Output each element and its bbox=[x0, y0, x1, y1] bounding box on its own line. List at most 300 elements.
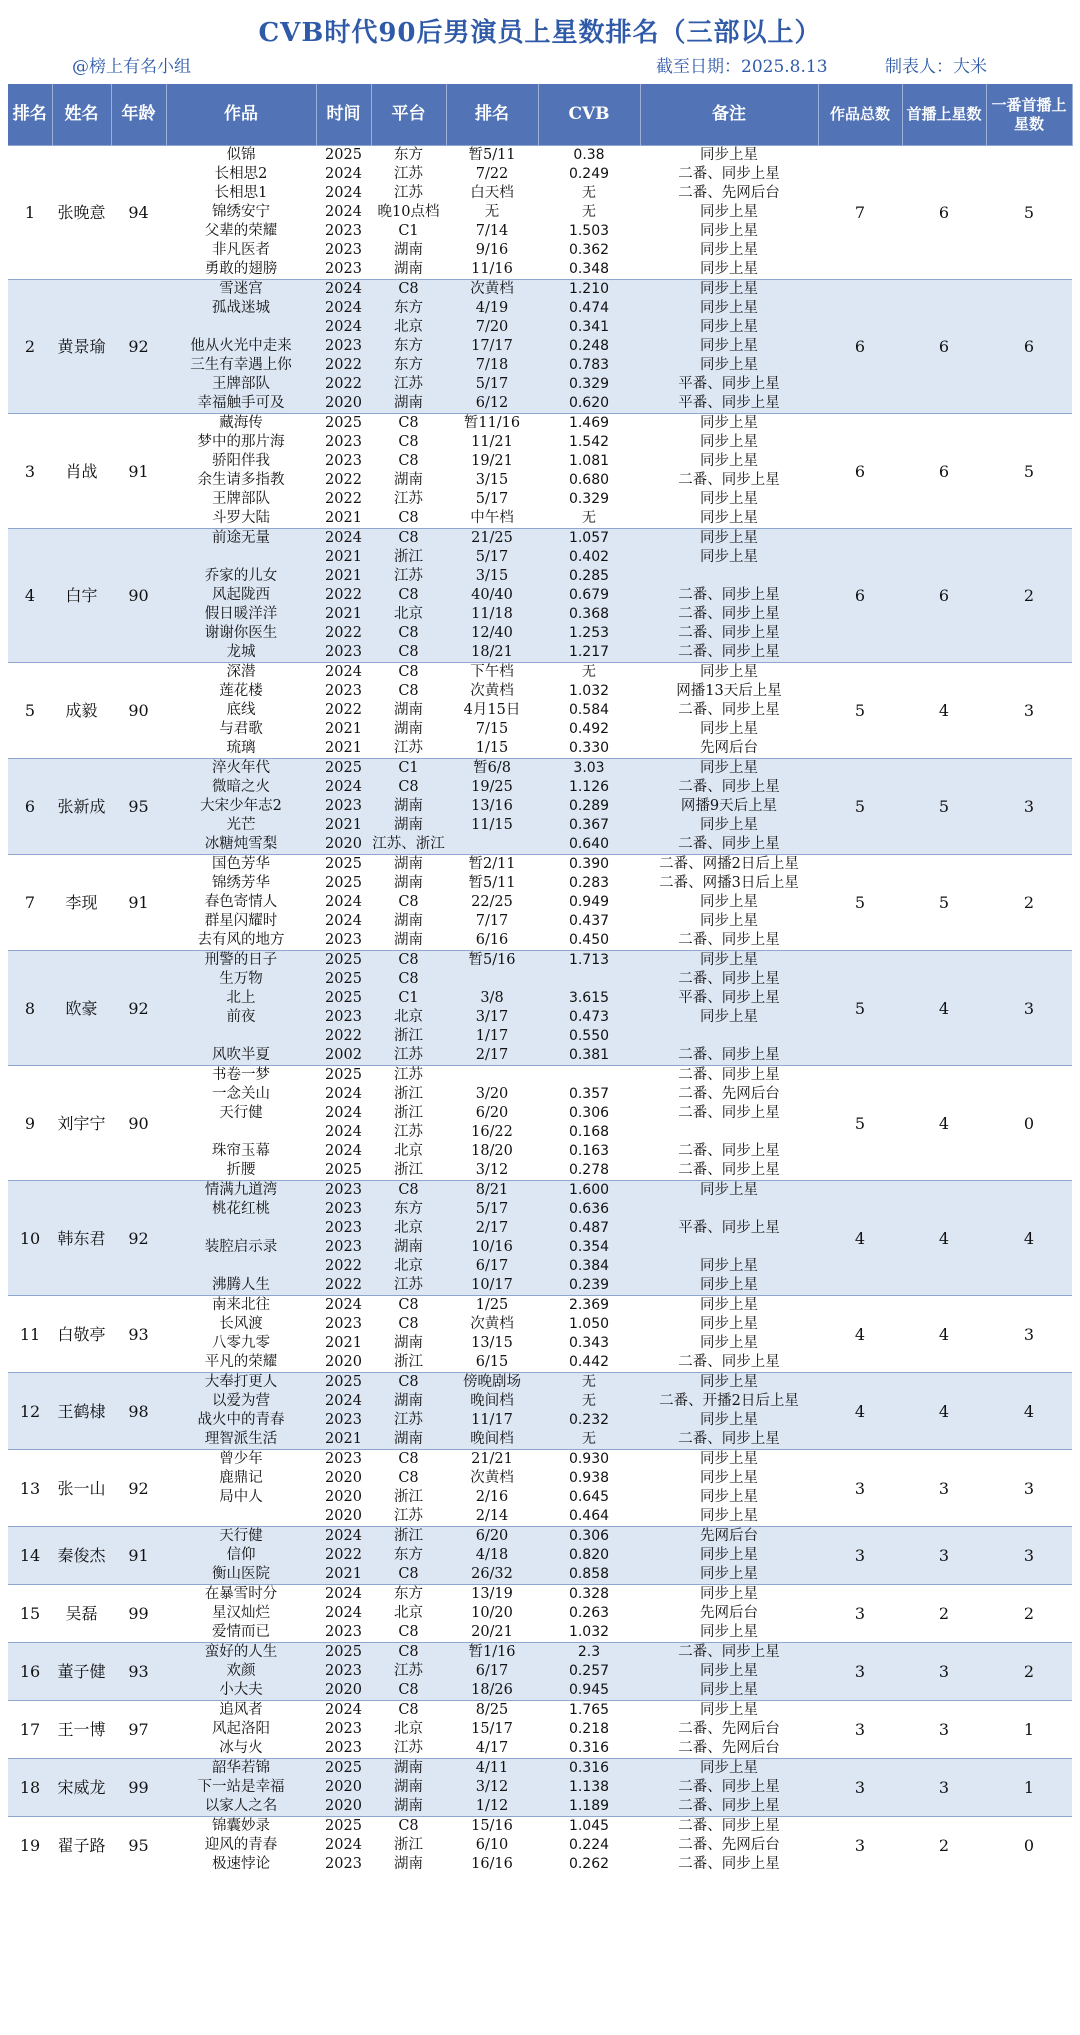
name-cell: 黄景瑜 bbox=[52, 280, 111, 414]
note-cell: 同步上星 bbox=[640, 1623, 818, 1643]
platform-cell: C8 bbox=[371, 1565, 446, 1585]
cvb-cell bbox=[538, 1066, 640, 1086]
note-cell: 二番、同步上星 bbox=[640, 471, 818, 490]
note-cell: 同步上星 bbox=[640, 337, 818, 356]
position-cell: 20/21 bbox=[446, 1623, 538, 1643]
work-cell: 情满九道湾 bbox=[166, 1181, 316, 1201]
cvb-cell: 0.442 bbox=[538, 1353, 640, 1373]
platform-cell: 湖南 bbox=[371, 241, 446, 260]
position-cell: 中午档 bbox=[446, 509, 538, 529]
cvb-cell: 1.050 bbox=[538, 1315, 640, 1334]
header-note: 备注 bbox=[640, 84, 818, 146]
table-row bbox=[8, 1450, 1072, 1470]
platform-cell: 江苏 bbox=[371, 1276, 446, 1296]
page-title: CVB时代90后男演员上星数排名（三部以上） bbox=[258, 18, 822, 48]
total-cell: 5 bbox=[818, 855, 902, 951]
work-cell: 王牌部队 bbox=[166, 375, 316, 394]
position-cell: 4月15日 bbox=[446, 701, 538, 720]
year-cell: 2021 bbox=[316, 567, 371, 586]
note-cell bbox=[640, 1238, 818, 1257]
position-cell: 暂11/16 bbox=[446, 414, 538, 434]
platform-cell: C8 bbox=[371, 624, 446, 643]
cvb-cell: 2.3 bbox=[538, 1643, 640, 1663]
table-row bbox=[8, 855, 1072, 875]
platform-cell: 浙江 bbox=[371, 548, 446, 567]
lead-cell: 3 bbox=[986, 1450, 1072, 1527]
cvb-cell: 无 bbox=[538, 1430, 640, 1450]
work-cell: 乔家的儿女 bbox=[166, 567, 316, 586]
year-cell: 2023 bbox=[316, 1855, 371, 1874]
total-cell: 4 bbox=[818, 1296, 902, 1373]
work-cell bbox=[166, 1123, 316, 1142]
work-cell: 欢颜 bbox=[166, 1662, 316, 1681]
note-cell: 同步上星 bbox=[640, 759, 818, 779]
age-cell: 90 bbox=[111, 1066, 166, 1181]
platform-cell: C8 bbox=[371, 509, 446, 529]
note-cell: 先网后台 bbox=[640, 1604, 818, 1623]
platform-cell: 江苏 bbox=[371, 1411, 446, 1430]
platform-cell: 浙江 bbox=[371, 1027, 446, 1046]
cvb-cell: 0.343 bbox=[538, 1334, 640, 1353]
header-year: 时间 bbox=[316, 84, 371, 146]
note-cell bbox=[640, 1200, 818, 1219]
note-cell: 二番、同步上星 bbox=[640, 931, 818, 951]
age-cell: 97 bbox=[111, 1701, 166, 1759]
year-cell: 2023 bbox=[316, 1315, 371, 1334]
note-cell: 二番、同步上星 bbox=[640, 701, 818, 720]
platform-cell: 北京 bbox=[371, 1008, 446, 1027]
note-cell: 网播13天后上星 bbox=[640, 682, 818, 701]
work-cell: 锦囊妙录 bbox=[166, 1817, 316, 1837]
name-cell: 张一山 bbox=[52, 1450, 111, 1527]
work-cell bbox=[166, 1507, 316, 1527]
note-cell: 同步上星 bbox=[640, 509, 818, 529]
note-cell: 二番、同步上星 bbox=[640, 1353, 818, 1373]
work-cell: 大宋少年志2 bbox=[166, 797, 316, 816]
total-cell: 5 bbox=[818, 1066, 902, 1181]
platform-cell: 东方 bbox=[371, 146, 446, 166]
header-age: 年龄 bbox=[111, 84, 166, 146]
platform-cell: 湖南 bbox=[371, 1797, 446, 1817]
position-cell: 1/25 bbox=[446, 1296, 538, 1316]
position-cell: 暂5/16 bbox=[446, 951, 538, 971]
position-cell: 15/17 bbox=[446, 1720, 538, 1739]
platform-cell: 北京 bbox=[371, 1257, 446, 1276]
total-cell: 4 bbox=[818, 1181, 902, 1296]
cvb-cell: 1.503 bbox=[538, 222, 640, 241]
cvb-cell: 0.367 bbox=[538, 816, 640, 835]
first-cell: 5 bbox=[902, 855, 986, 951]
actor-group bbox=[8, 280, 1072, 414]
rank-cell: 9 bbox=[8, 1066, 52, 1181]
table-row bbox=[8, 1181, 1072, 1201]
cvb-cell: 无 bbox=[538, 1392, 640, 1411]
cvb-cell: 0.249 bbox=[538, 165, 640, 184]
year-cell: 2024 bbox=[316, 1104, 371, 1123]
position-cell: 3/15 bbox=[446, 567, 538, 586]
cvb-cell: 0.306 bbox=[538, 1527, 640, 1547]
cvb-cell: 0.262 bbox=[538, 1855, 640, 1874]
position-cell: 7/15 bbox=[446, 720, 538, 739]
age-cell: 91 bbox=[111, 1527, 166, 1585]
table-row bbox=[8, 1817, 1072, 1837]
actor-group bbox=[8, 1373, 1072, 1450]
position-cell: 26/32 bbox=[446, 1565, 538, 1585]
note-cell: 二番、同步上星 bbox=[640, 835, 818, 855]
note-cell: 二番、开播2日后上星 bbox=[640, 1392, 818, 1411]
age-cell: 99 bbox=[111, 1585, 166, 1643]
work-cell: 韶华若锦 bbox=[166, 1759, 316, 1779]
note-cell: 二番、同步上星 bbox=[640, 1046, 818, 1066]
year-cell: 2025 bbox=[316, 414, 371, 434]
year-cell: 2022 bbox=[316, 701, 371, 720]
note-cell: 同步上星 bbox=[640, 1585, 818, 1605]
rank-cell: 15 bbox=[8, 1585, 52, 1643]
position-cell: 7/18 bbox=[446, 356, 538, 375]
note-cell: 二番、同步上星 bbox=[640, 643, 818, 663]
platform-cell: 江苏 bbox=[371, 1739, 446, 1759]
cvb-cell: 0.278 bbox=[538, 1161, 640, 1181]
cvb-cell: 无 bbox=[538, 509, 640, 529]
note-cell: 同步上星 bbox=[640, 1411, 818, 1430]
lead-cell: 2 bbox=[986, 1585, 1072, 1643]
lead-cell: 2 bbox=[986, 855, 1072, 951]
year-cell: 2023 bbox=[316, 241, 371, 260]
year-cell: 2023 bbox=[316, 1623, 371, 1643]
work-cell: 八零九零 bbox=[166, 1334, 316, 1353]
note-cell: 同步上星 bbox=[640, 299, 818, 318]
note-cell: 二番、网播3日后上星 bbox=[640, 874, 818, 893]
platform-cell: C8 bbox=[371, 778, 446, 797]
position-cell: 1/12 bbox=[446, 1797, 538, 1817]
position-cell: 无 bbox=[446, 203, 538, 222]
cvb-cell: 1.032 bbox=[538, 682, 640, 701]
age-cell: 95 bbox=[111, 759, 166, 855]
cvb-cell: 0.464 bbox=[538, 1507, 640, 1527]
cvb-cell: 1.600 bbox=[538, 1181, 640, 1201]
platform-cell: C8 bbox=[371, 1315, 446, 1334]
year-cell: 2025 bbox=[316, 1066, 371, 1086]
year-cell: 2025 bbox=[316, 759, 371, 779]
note-cell: 二番、同步上星 bbox=[640, 1066, 818, 1086]
platform-cell: 江苏 bbox=[371, 739, 446, 759]
lead-cell: 3 bbox=[986, 951, 1072, 1066]
year-cell: 2025 bbox=[316, 1759, 371, 1779]
position-cell: 9/16 bbox=[446, 241, 538, 260]
work-cell: 雪迷宫 bbox=[166, 280, 316, 300]
platform-cell: C8 bbox=[371, 529, 446, 549]
cvb-cell: 3.03 bbox=[538, 759, 640, 779]
year-cell: 2022 bbox=[316, 375, 371, 394]
position-cell: 6/16 bbox=[446, 931, 538, 951]
year-cell: 2021 bbox=[316, 739, 371, 759]
cvb-cell: 1.217 bbox=[538, 643, 640, 663]
position-cell: 2/17 bbox=[446, 1046, 538, 1066]
platform-cell: C8 bbox=[371, 951, 446, 971]
cvb-cell: 0.163 bbox=[538, 1142, 640, 1161]
work-cell: 锦绣安宁 bbox=[166, 203, 316, 222]
note-cell: 二番、同步上星 bbox=[640, 1430, 818, 1450]
work-cell: 孤战迷城 bbox=[166, 299, 316, 318]
year-cell: 2020 bbox=[316, 1488, 371, 1507]
position-cell: 16/16 bbox=[446, 1855, 538, 1874]
cvb-cell: 0.283 bbox=[538, 874, 640, 893]
first-cell: 3 bbox=[902, 1701, 986, 1759]
lead-cell: 5 bbox=[986, 146, 1072, 280]
platform-cell: 湖南 bbox=[371, 1238, 446, 1257]
position-cell: 3/12 bbox=[446, 1778, 538, 1797]
name-cell: 董子健 bbox=[52, 1643, 111, 1701]
platform-cell: 江苏 bbox=[371, 165, 446, 184]
actor-group bbox=[8, 951, 1072, 1066]
position-cell: 4/11 bbox=[446, 1759, 538, 1779]
work-cell: 勇敢的翅膀 bbox=[166, 260, 316, 280]
table-header bbox=[8, 84, 1072, 146]
note-cell: 二番、网播2日后上星 bbox=[640, 855, 818, 875]
header-lead: 一番首播上星数 bbox=[986, 84, 1072, 146]
position-cell: 19/21 bbox=[446, 452, 538, 471]
note-cell: 同步上星 bbox=[640, 663, 818, 683]
year-cell: 2024 bbox=[316, 280, 371, 300]
position-cell bbox=[446, 970, 538, 989]
platform-cell: 浙江 bbox=[371, 1104, 446, 1123]
first-cell: 4 bbox=[902, 1181, 986, 1296]
platform-cell: 东方 bbox=[371, 356, 446, 375]
work-cell: 星汉灿烂 bbox=[166, 1604, 316, 1623]
cvb-cell: 0.930 bbox=[538, 1450, 640, 1470]
position-cell: 6/20 bbox=[446, 1104, 538, 1123]
work-cell: 追风者 bbox=[166, 1701, 316, 1721]
position-cell: 19/25 bbox=[446, 778, 538, 797]
year-cell: 2023 bbox=[316, 260, 371, 280]
name-cell: 王一博 bbox=[52, 1701, 111, 1759]
platform-cell: 江苏 bbox=[371, 1507, 446, 1527]
rank-cell: 7 bbox=[8, 855, 52, 951]
cutoff-date: 截至日期：2025.8.13 bbox=[656, 57, 828, 77]
position-cell: 晚间档 bbox=[446, 1392, 538, 1411]
cvb-cell: 0.492 bbox=[538, 720, 640, 739]
note-cell: 同步上星 bbox=[640, 280, 818, 300]
note-cell: 同步上星 bbox=[640, 1546, 818, 1565]
position-cell: 暂5/11 bbox=[446, 146, 538, 166]
position-cell: 10/17 bbox=[446, 1276, 538, 1296]
note-cell: 同步上星 bbox=[640, 951, 818, 971]
work-cell: 冰与火 bbox=[166, 1739, 316, 1759]
note-cell: 同步上星 bbox=[640, 490, 818, 509]
work-cell: 沸腾人生 bbox=[166, 1276, 316, 1296]
work-cell: 王牌部队 bbox=[166, 490, 316, 509]
year-cell: 2023 bbox=[316, 1008, 371, 1027]
work-cell bbox=[166, 1219, 316, 1238]
note-cell: 同步上星 bbox=[640, 912, 818, 931]
year-cell: 2024 bbox=[316, 1142, 371, 1161]
cvb-cell: 1.032 bbox=[538, 1623, 640, 1643]
year-cell: 2023 bbox=[316, 643, 371, 663]
note-cell bbox=[640, 567, 818, 586]
year-cell: 2024 bbox=[316, 1585, 371, 1605]
position-cell: 白天档 bbox=[446, 184, 538, 203]
platform-cell: 湖南 bbox=[371, 1778, 446, 1797]
position-cell: 13/19 bbox=[446, 1585, 538, 1605]
age-cell: 92 bbox=[111, 280, 166, 414]
lead-cell: 6 bbox=[986, 280, 1072, 414]
note-cell: 同步上星 bbox=[640, 816, 818, 835]
rank-cell: 8 bbox=[8, 951, 52, 1066]
total-cell: 3 bbox=[818, 1585, 902, 1643]
platform-cell: 北京 bbox=[371, 1219, 446, 1238]
cvb-cell: 0.168 bbox=[538, 1123, 640, 1142]
platform-cell: 湖南 bbox=[371, 720, 446, 739]
cvb-cell: 3.615 bbox=[538, 989, 640, 1008]
work-cell: 北上 bbox=[166, 989, 316, 1008]
note-cell: 平番、同步上星 bbox=[640, 989, 818, 1008]
note-cell: 二番、同步上星 bbox=[640, 1142, 818, 1161]
name-cell: 韩东君 bbox=[52, 1181, 111, 1296]
cvb-cell: 0.584 bbox=[538, 701, 640, 720]
actor-group bbox=[8, 1296, 1072, 1373]
work-cell: 三生有幸遇上你 bbox=[166, 356, 316, 375]
year-cell: 2025 bbox=[316, 146, 371, 166]
lead-cell: 3 bbox=[986, 1296, 1072, 1373]
platform-cell: 江苏 bbox=[371, 184, 446, 203]
work-cell: 长相思1 bbox=[166, 184, 316, 203]
platform-cell: 江苏 bbox=[371, 1046, 446, 1066]
position-cell: 10/16 bbox=[446, 1238, 538, 1257]
work-cell: 平凡的荣耀 bbox=[166, 1353, 316, 1373]
cvb-cell: 0.550 bbox=[538, 1027, 640, 1046]
actor-group bbox=[8, 414, 1072, 529]
actor-group bbox=[8, 759, 1072, 855]
platform-cell: 浙江 bbox=[371, 1488, 446, 1507]
actor-group bbox=[8, 1066, 1072, 1181]
year-cell: 2021 bbox=[316, 605, 371, 624]
position-cell: 21/21 bbox=[446, 1450, 538, 1470]
work-cell: 战火中的青春 bbox=[166, 1411, 316, 1430]
position-cell: 6/15 bbox=[446, 1353, 538, 1373]
total-cell: 3 bbox=[818, 1759, 902, 1817]
note-cell: 二番、同步上星 bbox=[640, 778, 818, 797]
platform-cell: 浙江 bbox=[371, 1527, 446, 1547]
note-cell: 二番、同步上星 bbox=[640, 1855, 818, 1874]
total-cell: 6 bbox=[818, 414, 902, 529]
work-cell: 底线 bbox=[166, 701, 316, 720]
note-cell: 同步上星 bbox=[640, 1565, 818, 1585]
actor-group bbox=[8, 1450, 1072, 1527]
platform-cell: 湖南 bbox=[371, 394, 446, 414]
table-row bbox=[8, 1066, 1072, 1086]
year-cell: 2023 bbox=[316, 1238, 371, 1257]
cvb-cell: 0.680 bbox=[538, 471, 640, 490]
year-cell: 2024 bbox=[316, 1296, 371, 1316]
year-cell: 2022 bbox=[316, 1276, 371, 1296]
year-cell: 2022 bbox=[316, 1546, 371, 1565]
platform-cell: 东方 bbox=[371, 1585, 446, 1605]
total-cell: 4 bbox=[818, 1373, 902, 1450]
position-cell: 12/40 bbox=[446, 624, 538, 643]
work-cell: 在暴雪时分 bbox=[166, 1585, 316, 1605]
platform-cell: 浙江 bbox=[371, 1161, 446, 1181]
platform-cell: 江苏 bbox=[371, 1662, 446, 1681]
table-row bbox=[8, 280, 1072, 300]
cvb-cell: 无 bbox=[538, 663, 640, 683]
platform-cell: C8 bbox=[371, 1681, 446, 1701]
cvb-cell: 0.316 bbox=[538, 1739, 640, 1759]
position-cell: 7/14 bbox=[446, 222, 538, 241]
work-cell: 蛮好的人生 bbox=[166, 1643, 316, 1663]
position-cell: 暂5/11 bbox=[446, 874, 538, 893]
cvb-cell: 0.368 bbox=[538, 605, 640, 624]
note-cell: 同步上星 bbox=[640, 1450, 818, 1470]
lead-cell: 3 bbox=[986, 759, 1072, 855]
table-row bbox=[8, 414, 1072, 434]
position-cell: 暂2/11 bbox=[446, 855, 538, 875]
cvb-cell: 0.783 bbox=[538, 356, 640, 375]
note-cell: 平番、同步上星 bbox=[640, 1219, 818, 1238]
position-cell bbox=[446, 1066, 538, 1086]
year-cell: 2024 bbox=[316, 184, 371, 203]
table-row bbox=[8, 1296, 1072, 1316]
year-cell: 2020 bbox=[316, 835, 371, 855]
year-cell: 2023 bbox=[316, 1219, 371, 1238]
work-cell: 曾少年 bbox=[166, 1450, 316, 1470]
work-cell: 衡山医院 bbox=[166, 1565, 316, 1585]
cvb-cell: 1.045 bbox=[538, 1817, 640, 1837]
position-cell: 8/25 bbox=[446, 1701, 538, 1721]
platform-cell: C8 bbox=[371, 970, 446, 989]
name-cell: 欧豪 bbox=[52, 951, 111, 1066]
year-cell: 2024 bbox=[316, 203, 371, 222]
table-row bbox=[8, 1585, 1072, 1605]
note-cell: 同步上星 bbox=[640, 1181, 818, 1201]
cvb-cell: 0.938 bbox=[538, 1469, 640, 1488]
year-cell: 2022 bbox=[316, 586, 371, 605]
work-cell: 天行健 bbox=[166, 1527, 316, 1547]
work-cell: 珠帘玉幕 bbox=[166, 1142, 316, 1161]
note-cell bbox=[640, 1027, 818, 1046]
table-row bbox=[8, 759, 1072, 779]
year-cell: 2024 bbox=[316, 1392, 371, 1411]
year-cell: 2024 bbox=[316, 1701, 371, 1721]
name-cell: 张新成 bbox=[52, 759, 111, 855]
work-cell: 理智派生活 bbox=[166, 1430, 316, 1450]
platform-cell: C8 bbox=[371, 280, 446, 300]
first-cell: 4 bbox=[902, 1296, 986, 1373]
position-cell: 21/25 bbox=[446, 529, 538, 549]
position-cell: 11/18 bbox=[446, 605, 538, 624]
year-cell: 2023 bbox=[316, 1450, 371, 1470]
year-cell: 2022 bbox=[316, 624, 371, 643]
name-cell: 李现 bbox=[52, 855, 111, 951]
cvb-cell: 0.329 bbox=[538, 375, 640, 394]
position-cell: 8/21 bbox=[446, 1181, 538, 1201]
cvb-cell: 0.679 bbox=[538, 586, 640, 605]
year-cell: 2025 bbox=[316, 874, 371, 893]
cvb-cell: 0.348 bbox=[538, 260, 640, 280]
work-cell: 斗罗大陆 bbox=[166, 509, 316, 529]
work-cell: 锦绣芳华 bbox=[166, 874, 316, 893]
platform-cell: C8 bbox=[371, 1643, 446, 1663]
position-cell: 6/20 bbox=[446, 1527, 538, 1547]
platform-cell: C8 bbox=[371, 1469, 446, 1488]
work-cell: 国色芳华 bbox=[166, 855, 316, 875]
year-cell: 2024 bbox=[316, 529, 371, 549]
total-cell: 3 bbox=[818, 1701, 902, 1759]
lead-cell: 2 bbox=[986, 1643, 1072, 1701]
position-cell: 1/17 bbox=[446, 1027, 538, 1046]
age-cell: 95 bbox=[111, 1817, 166, 1875]
actor-group bbox=[8, 1817, 1072, 1875]
cvb-cell: 0.263 bbox=[538, 1604, 640, 1623]
